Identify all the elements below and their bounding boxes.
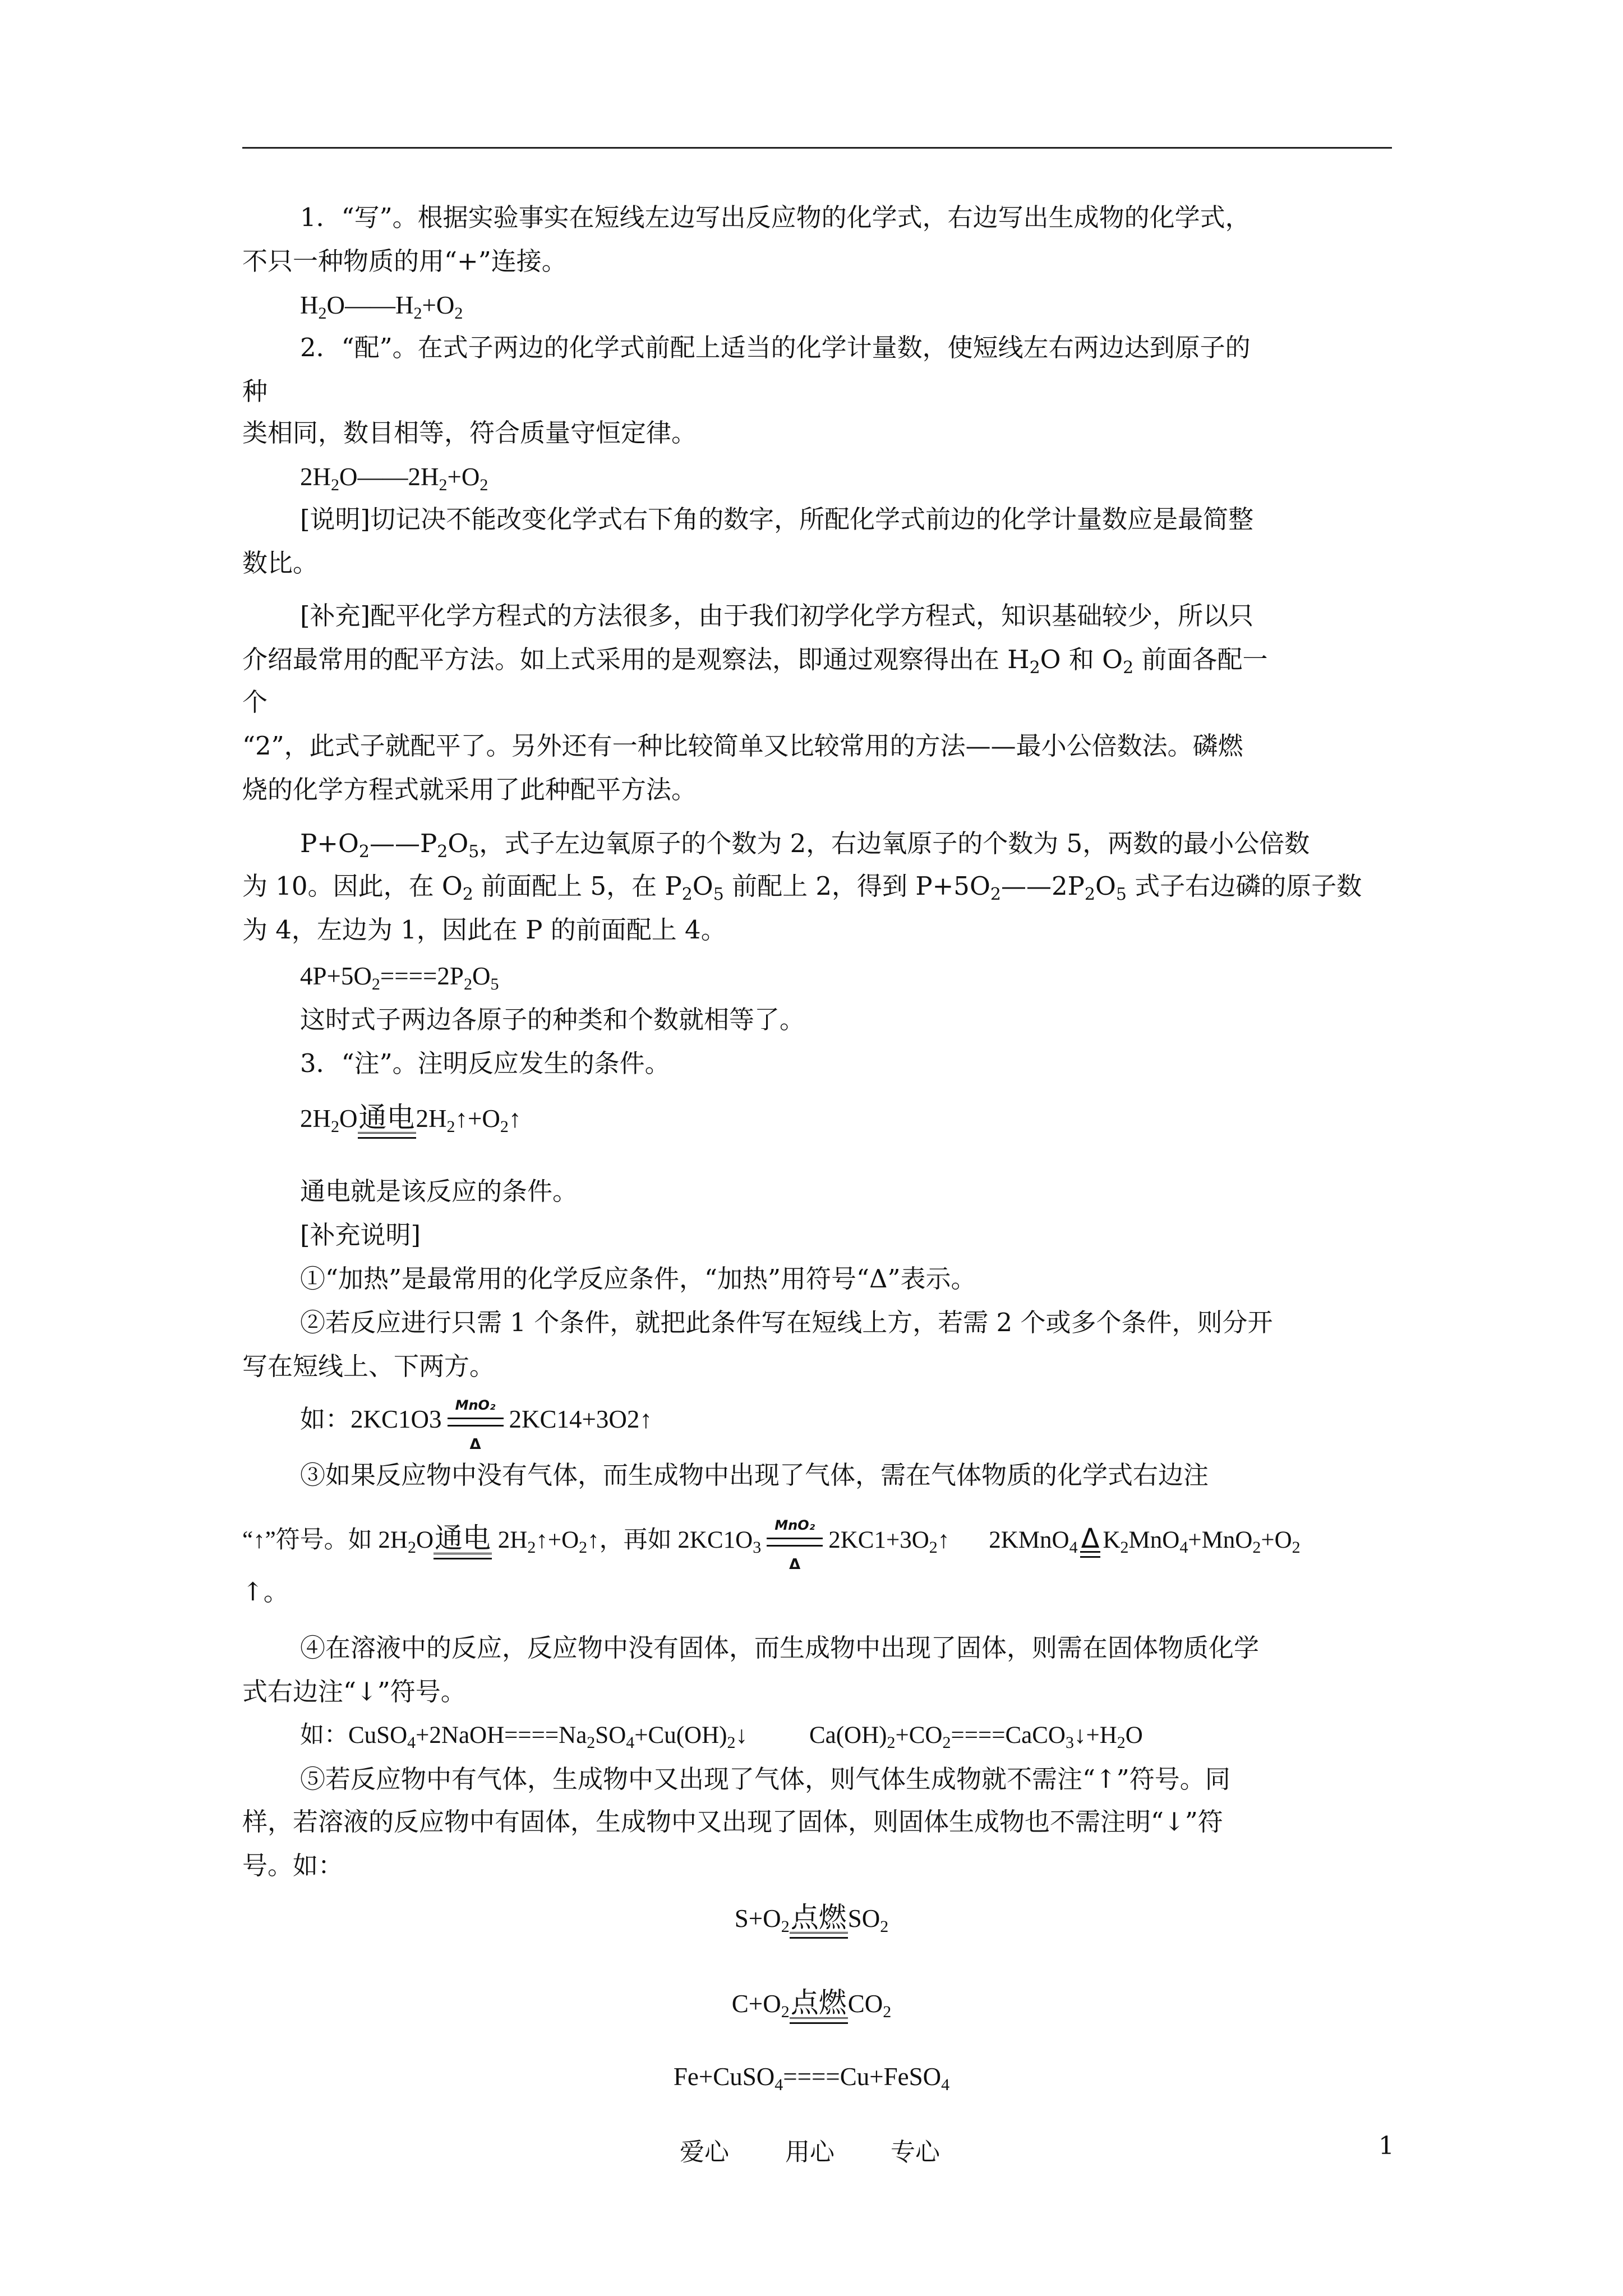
footer-text-2: 用心	[785, 2138, 834, 2166]
equation-7: $S+O_2$点燃$SO_2$	[734, 1901, 889, 1936]
condition-electrolysis: 通电	[435, 1522, 491, 1554]
rule-3-examples: “↑”符号。如 $2H_2O$通电 $2H_2↑+O_2↑$，再如 $2KC1O_3$ MnO₂ Δ $2KC1+3O_2↑$ 2KMnO$_4$ Δ $K_2MnO_4+MnO_2+O_2$	[242, 1517, 1301, 1573]
para-2-line-1: 2．“配”。在式子两边的化学式前配上适当的化学计量数，使短线左右两边达到原子的	[300, 333, 1251, 362]
para-1-line-1: 1．“写”。根据实验事实在短线左边写出反应物的化学式，右边写出生成物的化学式，	[300, 203, 1251, 232]
equation-3: $4P+5O_2====2P_2O_5$	[300, 962, 499, 993]
step-3-heading: 3．“注”。注明反应发生的条件。	[300, 1048, 670, 1078]
equation-2: $2H_2O——2H_2+O_2$	[300, 463, 488, 494]
footer-text-1: 爱心	[680, 2138, 729, 2166]
para-1-line-2: 不只一种物质的用“+”连接。	[242, 246, 567, 276]
rule-3-tail: ↑。	[242, 1577, 289, 1607]
equation-9: Fe+CuSO$_4$====Cu+FeSO$_4$	[673, 2063, 950, 2094]
rule-5-line-3: 号。如：	[242, 1851, 344, 1880]
note-line-2: 数比。	[242, 548, 319, 578]
rule-2-line-1: ②若反应进行只需 1 个条件，就把此条件写在短线上方，若需 2 个或多个条件，则分开	[300, 1308, 1273, 1337]
supplement-heading: [补充说明]	[300, 1220, 421, 1250]
phosphorus-line-2: 为 10。因此，在 $O_2$ 前面配上 5，在 $P_2O_5$ 前配上 2，得到 $P+5O_2——2P_2O_5$ 式子右边磷的原子数	[242, 871, 1362, 904]
condition-ignition: 点燃	[790, 1986, 847, 2019]
rule-2-line-2: 写在短线上、下两方。	[242, 1351, 495, 1381]
supplement-line-1: [补充]配平化学方程式的方法很多，由于我们初学化学方程式，知识基础较少，所以只	[300, 601, 1254, 631]
header-rule	[242, 147, 1392, 149]
para-2-line-2: 种	[242, 376, 268, 406]
heat-condition: Δ	[1081, 1523, 1100, 1554]
condition-ignition: 点燃	[790, 1901, 847, 1934]
phosphorus-line-1: $P+O_2——P_2O_5$，式子左边氧原子的个数为 2，右边氧原子的个数为 5，两数的最小公倍数	[300, 829, 1310, 862]
supplement-line-4: “2”，此式子就配平了。另外还有一种比较简单又比较常用的方法——最小公倍数法。磷燃	[242, 731, 1243, 761]
page-number: 1	[1378, 2132, 1394, 2160]
rule-4-line-2: 式右边注“↓”符号。	[242, 1677, 466, 1706]
supplement-line-3: 个	[242, 687, 268, 717]
equation-5: 如：2KC1O3 MnO₂ Δ 2KC14+3O2↑	[300, 1397, 652, 1453]
rule-4-line-1: ④在溶液中的反应，反应物中没有固体，而生成物中出现了固体，则需在固体物质化学	[300, 1633, 1260, 1663]
page-footer	[680, 2132, 996, 2168]
rule-3: ③如果反应物中没有气体，而生成物中出现了气体，需在气体物质的化学式右边注	[300, 1460, 1209, 1490]
rule-5-line-1: ⑤若反应物中有气体，生成物中又出现了气体，则气体生成物就不需注“↑”符号。同	[300, 1764, 1230, 1794]
condition-electrolysis: 通电	[358, 1101, 415, 1134]
condition-note: 通电就是该反应的条件。	[300, 1176, 578, 1206]
phosphorus-line-3: 为 4，左边为 1，因此在 P 的前面配上 4。	[242, 915, 726, 945]
supplement-line-5: 烧的化学方程式就采用了此种配平方法。	[242, 775, 697, 804]
equation-1: $H_2O——H_2+O_2$	[300, 291, 463, 323]
balanced-note: 这时式子两边各原子的种类和个数就相等了。	[300, 1005, 805, 1034]
rule-1: ①“加热”是最常用的化学反应条件，“加热”用符号“Δ”表示。	[300, 1264, 976, 1294]
equation-8: $C+O_2$点燃$CO_2$	[731, 1986, 892, 2021]
catalyst-heat-condition: MnO₂ Δ	[445, 1405, 506, 1439]
equation-6: 如：$CuSO_4+2NaOH====Na_2SO_4+Cu(OH)_2↓$ $Ca(OH)_2+CO_2====CaCO_3↓+H_2O$	[300, 1722, 1143, 1752]
supplement-line-2: 介绍最常用的配平方法。如上式采用的是观察法，即通过观察得出在 $H_2O$ 和 $O_2$ 前面各配一	[242, 645, 1268, 678]
footer-text-3: 专心	[891, 2138, 940, 2166]
catalyst-heat-condition: MnO₂ Δ	[764, 1525, 825, 1559]
para-2-line-3: 类相同，数目相等，符合质量守恒定律。	[242, 418, 697, 448]
rule-5-line-2: 样，若溶液的反应物中有固体，生成物中又出现了固体，则固体生成物也不需注明“↓”符	[242, 1807, 1223, 1837]
note-line-1: [说明]切记决不能改变化学式右下角的数字，所配化学式前边的化学计量数应是最简整	[300, 504, 1254, 534]
equation-4: $2H_2O$通电$2H_2↑+O_2↑$	[300, 1101, 522, 1136]
